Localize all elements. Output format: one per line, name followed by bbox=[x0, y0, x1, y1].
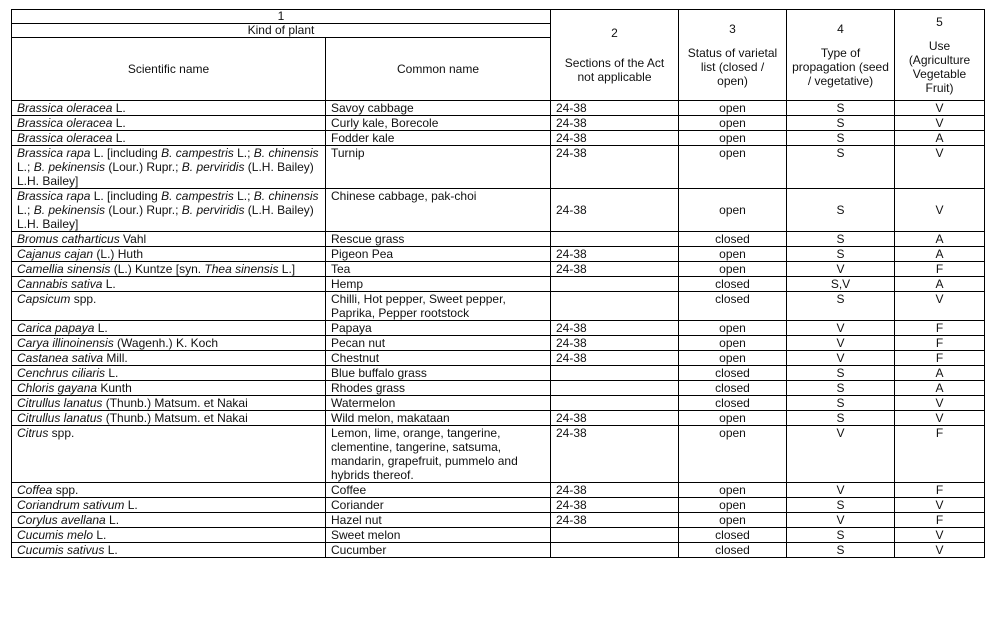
scientific-name-text: L. bbox=[105, 513, 120, 527]
common-name-cell: Watermelon bbox=[326, 396, 551, 411]
scientific-name-cell bbox=[12, 101, 326, 116]
scientific-name-italic: Capsicum bbox=[17, 292, 71, 306]
table-row bbox=[12, 262, 985, 277]
common-name-cell: Coffee bbox=[326, 483, 551, 498]
common-name-cell: Rhodes grass bbox=[326, 381, 551, 396]
propagation-cell: S bbox=[787, 543, 895, 558]
use-cell: V bbox=[895, 101, 985, 116]
sections-cell: 24-38 bbox=[551, 498, 679, 513]
scientific-name-text: (L.H. Bailey) L.H. Bailey] bbox=[17, 203, 314, 231]
table-row bbox=[12, 411, 985, 426]
table-row bbox=[12, 292, 985, 321]
sections-cell: 24-38 bbox=[551, 146, 679, 189]
sections-cell: 24-38 bbox=[551, 189, 679, 232]
table-row bbox=[12, 426, 985, 483]
propagation-cell: S bbox=[787, 498, 895, 513]
table-row bbox=[12, 116, 985, 131]
sections-cell: 24-38 bbox=[551, 262, 679, 277]
common-name-cell: Sweet melon bbox=[326, 528, 551, 543]
scientific-name-cell bbox=[12, 396, 326, 411]
scientific-name-italic: Cenchrus ciliaris bbox=[17, 366, 106, 380]
scientific-name-text: (L.) Huth bbox=[93, 247, 144, 261]
column-4-number: 4 bbox=[837, 22, 844, 36]
use-cell: A bbox=[895, 131, 985, 146]
propagation-cell: V bbox=[787, 321, 895, 336]
scientific-name-italic: B. pekinensis bbox=[33, 160, 106, 174]
use-cell: A bbox=[895, 277, 985, 292]
propagation-cell: S,V bbox=[787, 277, 895, 292]
scientific-name-cell bbox=[12, 381, 326, 396]
table-header bbox=[12, 10, 985, 101]
table-row bbox=[12, 381, 985, 396]
scientific-name-text: L. bbox=[94, 321, 108, 335]
scientific-name-text: (Thunb.) Matsum. et Nakai bbox=[102, 396, 248, 410]
scientific-name-cell bbox=[12, 247, 326, 262]
table-row bbox=[12, 247, 985, 262]
scientific-name-text: spp. bbox=[48, 426, 75, 440]
scientific-name-text: L. bbox=[112, 101, 126, 115]
scientific-name-cell bbox=[12, 336, 326, 351]
status-cell: closed bbox=[679, 543, 787, 558]
scientific-name-text: L. bbox=[104, 543, 118, 557]
use-cell: V bbox=[895, 189, 985, 232]
scientific-name-text: L.; bbox=[233, 146, 254, 160]
propagation-cell: S bbox=[787, 411, 895, 426]
scientific-name-italic: Cajanus cajan bbox=[17, 247, 94, 261]
scientific-name-italic: B. chinensis bbox=[253, 189, 319, 203]
column-5-title: Use (Agriculture Vegetable Fruit) bbox=[908, 39, 971, 95]
status-cell: open bbox=[679, 426, 787, 483]
table-row bbox=[12, 321, 985, 336]
use-cell: F bbox=[895, 483, 985, 498]
column-3-title: Status of varietal list (closed / open) bbox=[687, 46, 778, 88]
table-row bbox=[12, 101, 985, 116]
sections-cell: 24-38 bbox=[551, 131, 679, 146]
scientific-name-italic: Carya illinoinensis bbox=[17, 336, 114, 350]
scientific-name-italic: Citrullus lanatus bbox=[17, 396, 103, 410]
use-cell: V bbox=[895, 116, 985, 131]
scientific-name-text: Mill. bbox=[103, 351, 128, 365]
propagation-cell: S bbox=[787, 232, 895, 247]
table-row bbox=[12, 528, 985, 543]
scientific-name-cell bbox=[12, 498, 326, 513]
status-cell: closed bbox=[679, 232, 787, 247]
status-cell: closed bbox=[679, 381, 787, 396]
scientific-name-text: L.] bbox=[278, 262, 296, 276]
status-cell: closed bbox=[679, 396, 787, 411]
scientific-name-text: Vahl bbox=[119, 232, 147, 246]
column-3-number: 3 bbox=[729, 22, 736, 36]
scientific-name-italic: B. pekinensis bbox=[33, 203, 106, 217]
common-name-cell: Hemp bbox=[326, 277, 551, 292]
table-row bbox=[12, 366, 985, 381]
scientific-name-italic: Coriandrum sativum bbox=[17, 498, 125, 512]
use-cell: V bbox=[895, 411, 985, 426]
scientific-name-text: L. bbox=[112, 131, 126, 145]
scientific-name-cell bbox=[12, 292, 326, 321]
scientific-name-cell bbox=[12, 189, 326, 232]
common-name-cell: Chilli, Hot pepper, Sweet pepper, Paprika, Pepper rootstock bbox=[326, 292, 551, 321]
scientific-name-italic: B. campestris bbox=[161, 189, 234, 203]
scientific-name-text: L. bbox=[124, 498, 138, 512]
status-cell: open bbox=[679, 513, 787, 528]
scientific-name-text: L. [including bbox=[90, 189, 162, 203]
scientific-name-italic: Thea sinensis bbox=[204, 262, 279, 276]
status-cell: open bbox=[679, 321, 787, 336]
column-4-title: Type of propagation (seed / vegetative) bbox=[792, 46, 889, 88]
sections-cell: 24-38 bbox=[551, 513, 679, 528]
table-body bbox=[12, 101, 985, 558]
scientific-name-cell bbox=[12, 411, 326, 426]
sections-cell: 24-38 bbox=[551, 426, 679, 483]
scientific-name-text: (Lour.) Rupr.; bbox=[105, 160, 182, 174]
common-name-cell: Savoy cabbage bbox=[326, 101, 551, 116]
scientific-name-text: (Lour.) Rupr.; bbox=[105, 203, 182, 217]
status-cell: open bbox=[679, 336, 787, 351]
scientific-name-italic: Castanea sativa bbox=[17, 351, 104, 365]
table-row bbox=[12, 131, 985, 146]
common-name-cell: Curly kale, Borecole bbox=[326, 116, 551, 131]
common-name-cell: Fodder kale bbox=[326, 131, 551, 146]
common-name-cell: Lemon, lime, orange, tangerine, clementine, tangerine, satsuma, mandarin, grapefruit, pummelo and hybrids thereof. bbox=[326, 426, 551, 483]
common-name-cell: Coriander bbox=[326, 498, 551, 513]
propagation-cell: V bbox=[787, 426, 895, 483]
table-row bbox=[12, 543, 985, 558]
use-cell: V bbox=[895, 543, 985, 558]
status-cell: open bbox=[679, 131, 787, 146]
status-cell: open bbox=[679, 483, 787, 498]
column-2-number: 2 bbox=[611, 26, 618, 40]
propagation-cell: V bbox=[787, 351, 895, 366]
scientific-name-text: L.; bbox=[233, 189, 254, 203]
sections-cell bbox=[551, 366, 679, 381]
scientific-name-text: (Wagenh.) K. Koch bbox=[113, 336, 218, 350]
scientific-name-italic: Cannabis sativa bbox=[17, 277, 103, 291]
propagation-cell: V bbox=[787, 513, 895, 528]
common-name-cell: Chestnut bbox=[326, 351, 551, 366]
sections-cell: 24-38 bbox=[551, 336, 679, 351]
scientific-name-text: L. bbox=[112, 116, 126, 130]
column-5-header bbox=[895, 10, 985, 101]
sections-cell: 24-38 bbox=[551, 351, 679, 366]
use-cell: F bbox=[895, 262, 985, 277]
use-cell: F bbox=[895, 321, 985, 336]
common-name-cell: Hazel nut bbox=[326, 513, 551, 528]
scientific-name-text: L. bbox=[102, 277, 116, 291]
sections-cell bbox=[551, 277, 679, 292]
sections-cell: 24-38 bbox=[551, 247, 679, 262]
status-cell: closed bbox=[679, 366, 787, 381]
status-cell: closed bbox=[679, 528, 787, 543]
scientific-name-text: L. bbox=[93, 528, 107, 542]
scientific-name-cell bbox=[12, 483, 326, 498]
status-cell: open bbox=[679, 411, 787, 426]
scientific-name-italic: Brassica rapa bbox=[17, 189, 91, 203]
table-row bbox=[12, 396, 985, 411]
propagation-cell: S bbox=[787, 396, 895, 411]
scientific-name-cell bbox=[12, 116, 326, 131]
scientific-name-italic: Citrullus lanatus bbox=[17, 411, 103, 425]
common-name-header: Common name bbox=[326, 38, 551, 101]
scientific-name-text: L. [including bbox=[90, 146, 162, 160]
sections-cell bbox=[551, 292, 679, 321]
table-row bbox=[12, 336, 985, 351]
scientific-name-text: (Thunb.) Matsum. et Nakai bbox=[102, 411, 248, 425]
scientific-name-text: Kunth bbox=[97, 381, 132, 395]
use-cell: A bbox=[895, 366, 985, 381]
status-cell: open bbox=[679, 262, 787, 277]
use-cell: F bbox=[895, 426, 985, 483]
scientific-name-text: L.; bbox=[17, 160, 34, 174]
scientific-name-italic: Chloris gayana bbox=[17, 381, 98, 395]
plant-table-container bbox=[11, 9, 985, 558]
status-cell: open bbox=[679, 247, 787, 262]
common-name-cell: Chinese cabbage, pak-choi bbox=[326, 189, 551, 232]
table-row bbox=[12, 483, 985, 498]
use-cell: V bbox=[895, 498, 985, 513]
propagation-cell: S bbox=[787, 101, 895, 116]
scientific-name-cell bbox=[12, 277, 326, 292]
propagation-cell: S bbox=[787, 189, 895, 232]
status-cell: open bbox=[679, 101, 787, 116]
sections-cell: 24-38 bbox=[551, 411, 679, 426]
sections-cell: 24-38 bbox=[551, 321, 679, 336]
scientific-name-italic: Citrus bbox=[17, 426, 49, 440]
scientific-name-cell bbox=[12, 262, 326, 277]
use-cell: A bbox=[895, 381, 985, 396]
scientific-name-italic: Brassica oleracea bbox=[17, 101, 113, 115]
table-row bbox=[12, 277, 985, 292]
column-1-number: 1 bbox=[12, 10, 551, 24]
propagation-cell: S bbox=[787, 366, 895, 381]
common-name-cell: Papaya bbox=[326, 321, 551, 336]
use-cell: V bbox=[895, 396, 985, 411]
propagation-cell: S bbox=[787, 528, 895, 543]
table-row bbox=[12, 146, 985, 189]
scientific-name-cell bbox=[12, 426, 326, 483]
scientific-name-cell bbox=[12, 513, 326, 528]
scientific-name-text: L. bbox=[105, 366, 119, 380]
column-5-number: 5 bbox=[936, 15, 943, 29]
status-cell: open bbox=[679, 189, 787, 232]
scientific-name-italic: B. chinensis bbox=[253, 146, 319, 160]
propagation-cell: S bbox=[787, 116, 895, 131]
status-cell: closed bbox=[679, 277, 787, 292]
use-cell: F bbox=[895, 336, 985, 351]
plant-varieties-table bbox=[11, 9, 985, 558]
status-cell: open bbox=[679, 116, 787, 131]
column-2-title: Sections of the Act not applicable bbox=[564, 56, 665, 84]
common-name-cell: Turnip bbox=[326, 146, 551, 189]
common-name-cell: Pigeon Pea bbox=[326, 247, 551, 262]
scientific-name-cell bbox=[12, 232, 326, 247]
propagation-cell: V bbox=[787, 336, 895, 351]
use-cell: F bbox=[895, 513, 985, 528]
common-name-cell: Rescue grass bbox=[326, 232, 551, 247]
scientific-name-italic: Brassica oleracea bbox=[17, 116, 113, 130]
column-3-header bbox=[679, 10, 787, 101]
scientific-name-italic: Brassica rapa bbox=[17, 146, 91, 160]
column-2-header bbox=[551, 10, 679, 101]
sections-cell bbox=[551, 381, 679, 396]
use-cell: V bbox=[895, 292, 985, 321]
sections-cell: 24-38 bbox=[551, 101, 679, 116]
propagation-cell: S bbox=[787, 247, 895, 262]
scientific-name-italic: Bromus catharticus bbox=[17, 232, 120, 246]
table-row bbox=[12, 498, 985, 513]
scientific-name-header: Scientific name bbox=[12, 38, 326, 101]
table-row bbox=[12, 232, 985, 247]
scientific-name-text: (L.) Kuntze [syn. bbox=[110, 262, 205, 276]
scientific-name-cell bbox=[12, 528, 326, 543]
scientific-name-italic: Camellia sinensis bbox=[17, 262, 111, 276]
common-name-cell: Blue buffalo grass bbox=[326, 366, 551, 381]
scientific-name-italic: Brassica oleracea bbox=[17, 131, 113, 145]
scientific-name-cell bbox=[12, 146, 326, 189]
table-row bbox=[12, 513, 985, 528]
status-cell: closed bbox=[679, 292, 787, 321]
propagation-cell: V bbox=[787, 262, 895, 277]
scientific-name-cell bbox=[12, 321, 326, 336]
propagation-cell: S bbox=[787, 292, 895, 321]
sections-cell bbox=[551, 528, 679, 543]
status-cell: open bbox=[679, 146, 787, 189]
scientific-name-text: spp. bbox=[70, 292, 97, 306]
status-cell: open bbox=[679, 351, 787, 366]
scientific-name-text: spp. bbox=[52, 483, 79, 497]
scientific-name-cell bbox=[12, 366, 326, 381]
use-cell: V bbox=[895, 146, 985, 189]
propagation-cell: S bbox=[787, 381, 895, 396]
column-4-header bbox=[787, 10, 895, 101]
use-cell: V bbox=[895, 528, 985, 543]
scientific-name-italic: Cucumis melo bbox=[17, 528, 94, 542]
scientific-name-italic: B. perviridis bbox=[181, 160, 245, 174]
use-cell: A bbox=[895, 232, 985, 247]
table-row bbox=[12, 189, 985, 232]
table-row bbox=[12, 351, 985, 366]
common-name-cell: Tea bbox=[326, 262, 551, 277]
common-name-cell: Cucumber bbox=[326, 543, 551, 558]
use-cell: F bbox=[895, 351, 985, 366]
scientific-name-italic: B. campestris bbox=[161, 146, 234, 160]
scientific-name-text: (L.H. Bailey) L.H. Bailey] bbox=[17, 160, 314, 188]
common-name-cell: Pecan nut bbox=[326, 336, 551, 351]
scientific-name-italic: B. perviridis bbox=[181, 203, 245, 217]
sections-cell bbox=[551, 543, 679, 558]
scientific-name-italic: Cucumis sativus bbox=[17, 543, 105, 557]
scientific-name-italic: Corylus avellana bbox=[17, 513, 106, 527]
common-name-cell: Wild melon, makataan bbox=[326, 411, 551, 426]
kind-of-plant-header: Kind of plant bbox=[12, 24, 551, 38]
sections-cell: 24-38 bbox=[551, 483, 679, 498]
sections-cell bbox=[551, 396, 679, 411]
scientific-name-italic: Carica papaya bbox=[17, 321, 95, 335]
scientific-name-italic: Coffea bbox=[17, 483, 53, 497]
propagation-cell: V bbox=[787, 483, 895, 498]
scientific-name-cell bbox=[12, 351, 326, 366]
scientific-name-text: L.; bbox=[17, 203, 34, 217]
propagation-cell: S bbox=[787, 131, 895, 146]
sections-cell bbox=[551, 232, 679, 247]
sections-cell: 24-38 bbox=[551, 116, 679, 131]
scientific-name-cell bbox=[12, 131, 326, 146]
scientific-name-cell bbox=[12, 543, 326, 558]
use-cell: A bbox=[895, 247, 985, 262]
status-cell: open bbox=[679, 498, 787, 513]
propagation-cell: S bbox=[787, 146, 895, 189]
